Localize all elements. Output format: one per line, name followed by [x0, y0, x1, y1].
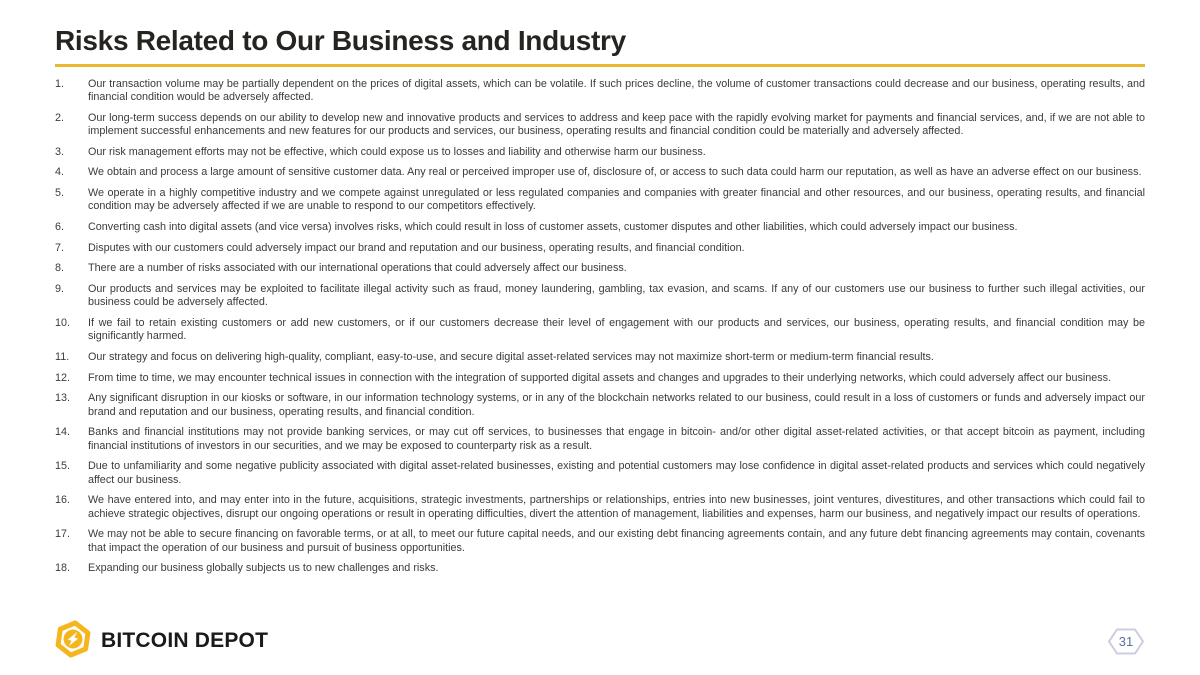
risk-item	[55, 426, 1145, 453]
brand-name: BITCOIN DEPOT	[101, 629, 269, 652]
risk-text: Expanding our business globally subjects us to new challenges and risks.	[88, 562, 439, 575]
risk-item	[55, 283, 1145, 310]
risk-number: 18.	[55, 562, 71, 575]
risk-text: Banks and financial institutions may not provide banking services, or may cut off services, to businesses that engage in bitcoin- and/or other digital asset-related activities, or that accept bitcoin as payment, including financial institutions of investors in our securities, and we may be exposed to counterparty risk as a result.	[88, 426, 1145, 452]
risk-text: We obtain and process a large amount of sensitive customer data. Any real or perceived improper use of, disclosure of, or access to such data could harm our reputation, as well as have an adverse effect on our business.	[88, 166, 1142, 179]
risk-item	[55, 562, 1145, 575]
page-number-badge	[1107, 628, 1145, 655]
risk-item	[55, 187, 1145, 214]
risk-number: 8.	[55, 262, 65, 275]
risk-item	[55, 166, 1145, 179]
risk-text: We have entered into, and may enter into in the future, acquisitions, strategic investments, partnerships or relationships, entries into new businesses, joint ventures, divestitures, and other transactions which could fail to achieve strategic objectives, disrupt our ongoing operations or result in operating difficulties, divert the attention of management, liabilities and expenses, harm our business, and negatively impact our results of operations.	[88, 494, 1145, 520]
risk-item	[55, 460, 1145, 487]
risk-text: If we fail to retain existing customers or add new customers, or if our customers decrease their level of engagement with our products and services, our business, operating results, and financial condition may be significantly harmed.	[88, 316, 1145, 343]
risk-item	[55, 146, 1145, 159]
risk-number: 14.	[55, 426, 71, 439]
risk-text: There are a number of risks associated with our international operations that could adversely affect our business.	[88, 262, 627, 275]
risk-number: 3.	[55, 145, 65, 158]
risk-text: From time to time, we may encounter technical issues in connection with the integration of supported digital assets and changes and upgrades to their underlying networks, which could adversely affect our business.	[88, 371, 1112, 384]
risk-number: 10.	[55, 316, 71, 329]
risk-text: Our strategy and focus on delivering high-quality, compliant, easy-to-use, and secure digital asset-related services may not maximize short-term or medium-term financial results.	[88, 350, 934, 363]
risk-number: 6.	[55, 220, 65, 233]
title-accent-rule	[55, 64, 1145, 67]
risk-number: 16.	[55, 494, 71, 507]
risk-item	[55, 317, 1145, 344]
page-title: Risks Related to Our Business and Industry	[55, 25, 626, 56]
footer	[55, 620, 1145, 662]
page-number: 31	[1118, 633, 1134, 649]
risk-item	[55, 112, 1145, 139]
risk-item	[55, 242, 1145, 255]
risk-item	[55, 351, 1145, 364]
risk-number: 1.	[55, 77, 65, 90]
risk-text: We operate in a highly competitive industry and we compete against unregulated or less regulated companies and companies with greater financial and other resources, and our business, operating results, and financial condition may be adversely affected if we are unable to respond to our competitors effectively.	[88, 186, 1145, 213]
risk-text: Our risk management efforts may not be effective, which could expose us to losses and liability and otherwise harm our business.	[88, 145, 706, 158]
risk-number: 15.	[55, 460, 71, 473]
risk-number: 11.	[55, 350, 70, 363]
risk-item	[55, 221, 1145, 234]
risk-text: Due to unfamiliarity and some negative publicity associated with digital asset-related businesses, existing and potential customers may lose confidence in digital asset-related products and services which could negatively affect our business.	[88, 460, 1145, 486]
risk-number: 13.	[55, 392, 71, 405]
risk-text: Our long-term success depends on our ability to develop new and innovative products and services to address and keep pace with the rapidly evolving market for payments and financial services, and, if we are not able to implement successful enhancements and new features for our products and services, our business, operating results and financial condition could be materially and adversely affected.	[88, 111, 1145, 137]
risk-item	[55, 494, 1145, 521]
risk-item	[55, 372, 1145, 385]
risk-number: 7.	[55, 241, 65, 254]
risk-item	[55, 392, 1145, 419]
risk-text: Our transaction volume may be partially dependent on the prices of digital assets, which can be volatile. If such prices decline, the volume of customer transactions could decrease and our business, operating results, and financial condition would be adversely affected.	[88, 77, 1145, 103]
risk-number: 17.	[55, 528, 71, 541]
risk-number: 2.	[55, 111, 65, 124]
risk-list	[55, 78, 1145, 576]
risk-text: Converting cash into digital assets (and vice versa) involves risks, which could result in loss of customer assets, customer disputes and other liabilities, which could adversely impact our business.	[88, 220, 1018, 233]
brand-logo	[55, 620, 268, 663]
risk-text: We may not be able to secure financing on favorable terms, or at all, to meet our future capital needs, and our existing debt financing agreements contain, and any future debt financing agreements may contain, covenants that impact the operation of our business and pursuit of business opportunities.	[88, 528, 1145, 554]
risk-text: Disputes with our customers could adversely impact our brand and reputation and our business, operating results, and financial condition.	[88, 241, 745, 254]
risk-number: 5.	[55, 186, 65, 199]
risk-number: 4.	[55, 166, 65, 179]
risk-number: 9.	[55, 282, 65, 295]
risk-text: Any significant disruption in our kiosks or software, in our information technology systems, or in any of the blockchain networks related to our business, could result in a loss of customers or funds and adversely impact our brand and reputation and our business, operating results, and financial condition.	[88, 392, 1145, 418]
risk-text: Our products and services may be exploited to facilitate illegal activity such as fraud, money laundering, gambling, tax evasion, and scams. If any of our customers use our business to further such illegal activities, our business could be adversely affected.	[88, 282, 1145, 309]
risk-number: 12.	[55, 371, 71, 384]
risk-item	[55, 262, 1145, 275]
bitcoin-depot-hexagon-bolt-icon	[55, 620, 91, 663]
risk-item	[55, 528, 1145, 555]
risk-item	[55, 78, 1145, 105]
